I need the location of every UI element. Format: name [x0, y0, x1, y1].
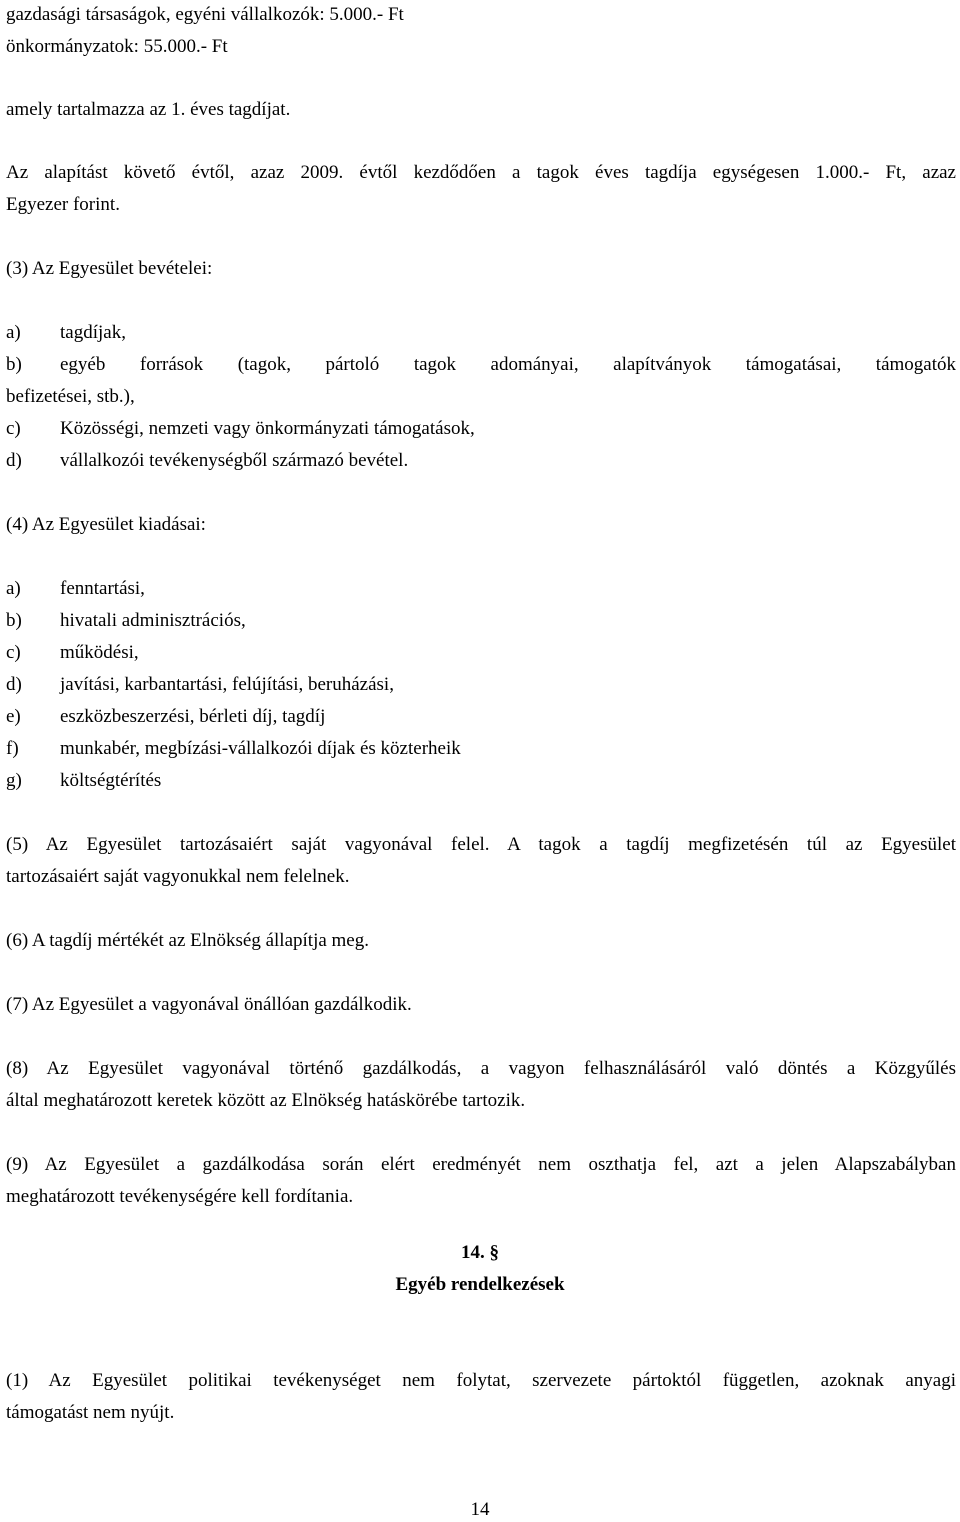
income-item: a) tagdíjak,: [6, 322, 126, 343]
fee-line-includes: amely tartalmazza az 1. éves tagdíjat.: [6, 99, 291, 120]
paragraph-6: (6) A tagdíj mértékét az Elnökség állapítja meg.: [6, 930, 369, 951]
paragraph-9-line-2: meghatározott tevékenységére kell fordítania.: [6, 1186, 354, 1207]
expense-item: g) költségtérítés: [6, 770, 162, 791]
expense-item: a) fenntartási,: [6, 578, 145, 599]
income-item: b) egyéb források (tagok, pártoló tagok adományai, alapítványok támogatásai, támogatók: [6, 354, 956, 375]
paragraph-8-line-2: által meghatározott keretek között az Elnökség hatáskörébe tartozik.: [6, 1090, 526, 1111]
paragraph-7: (7) Az Egyesület a vagyonával önállóan gazdálkodik.: [6, 994, 412, 1015]
income-item-cont: befizetései, stb.),: [6, 386, 135, 407]
paragraph-9-line-1: (9) Az Egyesület a gazdálkodása során elért eredményét nem oszthatja fel, azt a jelen Alapszabályban: [6, 1154, 956, 1175]
section-14-paragraph-1-line-1: (1) Az Egyesület politikai tevékenységet nem folytat, szervezete pártoktól független, azoknak anyagi: [6, 1370, 956, 1391]
paragraph-8-line-1: (8) Az Egyesület vagyonával történő gazdálkodás, a vagyon felhasználásáról való döntés a Közgyűlés: [6, 1058, 956, 1079]
expense-item: e) eszközbeszerzési, bérleti díj, tagdíj: [6, 706, 326, 727]
fee-line-yearly-cont: Egyezer forint.: [6, 194, 120, 215]
expense-item: b) hivatali adminisztrációs,: [6, 610, 246, 631]
expense-item: c) működési,: [6, 642, 139, 663]
fee-line-yearly: Az alapítást követő évtől, azaz 2009. évtől kezdődően a tagok éves tagdíja egységesen 1.000.- Ft, azaz: [6, 162, 956, 183]
expense-item: d) javítási, karbantartási, felújítási, beruházási,: [6, 674, 394, 695]
page-number: 14: [470, 1499, 490, 1520]
fee-line-municipalities: önkormányzatok: 55.000.- Ft: [6, 36, 228, 57]
section-title: Egyéb rendelkezések: [395, 1274, 565, 1295]
paragraph-5-line-2: tartozásaiért saját vagyonukkal nem felelnek.: [6, 866, 350, 887]
expense-item: f) munkabér, megbízási-vállalkozói díjak és közterheik: [6, 738, 461, 759]
section-14-paragraph-1-line-2: támogatást nem nyújt.: [6, 1402, 175, 1423]
expense-heading: (4) Az Egyesület kiadásai:: [6, 514, 206, 535]
paragraph-5-line-1: (5) Az Egyesület tartozásaiért saját vagyonával felel. A tagok a tagdíj megfizetésén túl az Egyesület: [6, 834, 956, 855]
section-number: 14. §: [461, 1242, 499, 1263]
income-item: d) vállalkozói tevékenységből származó bevétel.: [6, 450, 409, 471]
income-item: c) Közösségi, nemzeti vagy önkormányzati támogatások,: [6, 418, 475, 439]
income-heading: (3) Az Egyesület bevételei:: [6, 258, 213, 279]
fee-line-companies: gazdasági társaságok, egyéni vállalkozók: 5.000.- Ft: [6, 4, 404, 25]
